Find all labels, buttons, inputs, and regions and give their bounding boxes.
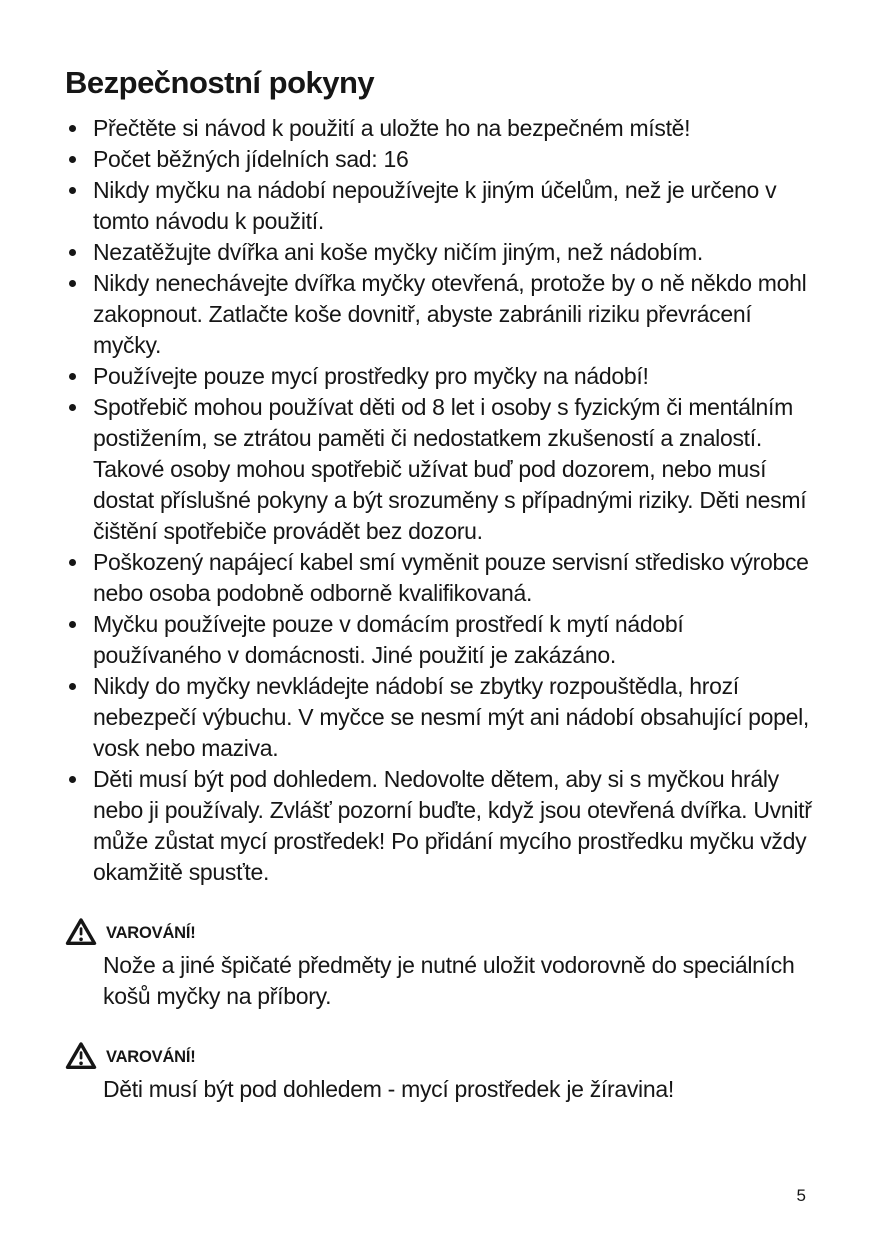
safety-instruction: Nikdy nenechávejte dvířka myčky otevřená, protože by o ně někdo mohl zakopnout. Zatlačte koše dovnitř, abyste zabránili riziku převrácení myčky. <box>65 268 813 361</box>
safety-instruction: Spotřebič mohou používat děti od 8 let i osoby s fyzickým či mentálním postižením, se ztrátou paměti či nedostatkem zkušeností a znalostí. Takové osoby mohou spotřebič užívat buď pod dozorem, nebo musí dostat příslušné pokyny a být srozuměny s případnými riziky. Děti nesmí čištění spotřebiče provádět bez dozoru. <box>65 392 813 547</box>
warning-triangle-icon <box>65 917 97 947</box>
page-title: Bezpečnostní pokyny <box>65 65 375 100</box>
safety-instruction-list <box>65 113 813 888</box>
safety-instruction: Nikdy myčku na nádobí nepoužívejte k jiným účelům, než je určeno v tomto návodu k použití. <box>65 175 813 237</box>
safety-instruction: Nezatěžujte dvířka ani koše myčky ničím jiným, než nádobím. <box>65 237 813 268</box>
warning-header <box>65 917 813 947</box>
warning-text: Děti musí být pod dohledem - mycí prostředek je žíravina! <box>103 1076 674 1102</box>
page-number: 5 <box>796 1186 806 1205</box>
safety-instruction: Nikdy do myčky nevkládejte nádobí se zbytky rozpouštědla, hrozí nebezpečí výbuchu. V myčce se nesmí mýt ani nádobí obsahující popel, vosk nebo maziva. <box>65 671 813 764</box>
safety-instruction: Počet běžných jídelních sad: 16 <box>65 144 813 175</box>
warning-triangle-icon <box>65 1041 97 1071</box>
safety-instruction: Myčku používejte pouze v domácím prostředí k mytí nádobí používaného v domácnosti. Jiné použití je zakázáno. <box>65 609 813 671</box>
warning-header <box>65 1041 813 1071</box>
safety-instruction: Děti musí být pod dohledem. Nedovolte dětem, aby si s myčkou hrály nebo ji používaly. Zvlášť pozorní buďte, když jsou otevřená dvířka. Uvnitř může zůstat mycí prostředek! Po přidání mycího prostředku myčku vždy okamžitě spusťte. <box>65 764 813 888</box>
safety-instruction: Používejte pouze mycí prostředky pro myčky na nádobí! <box>65 361 813 392</box>
warning-text: Nože a jiné špičaté předměty je nutné uložit vodorovně do speciálních košů myčky na příbory. <box>103 952 795 1009</box>
warning-label: VAROVÁNÍ! <box>106 923 196 942</box>
manual-page <box>65 63 813 1105</box>
warning-block <box>65 1041 813 1105</box>
safety-instruction: Poškozený napájecí kabel smí vyměnit pouze servisní středisko výrobce nebo osoba podobně odborně kvalifikovaná. <box>65 547 813 609</box>
safety-instruction: Přečtěte si návod k použití a uložte ho na bezpečném místě! <box>65 113 813 144</box>
warning-label: VAROVÁNÍ! <box>106 1047 196 1066</box>
warning-block <box>65 917 813 1012</box>
